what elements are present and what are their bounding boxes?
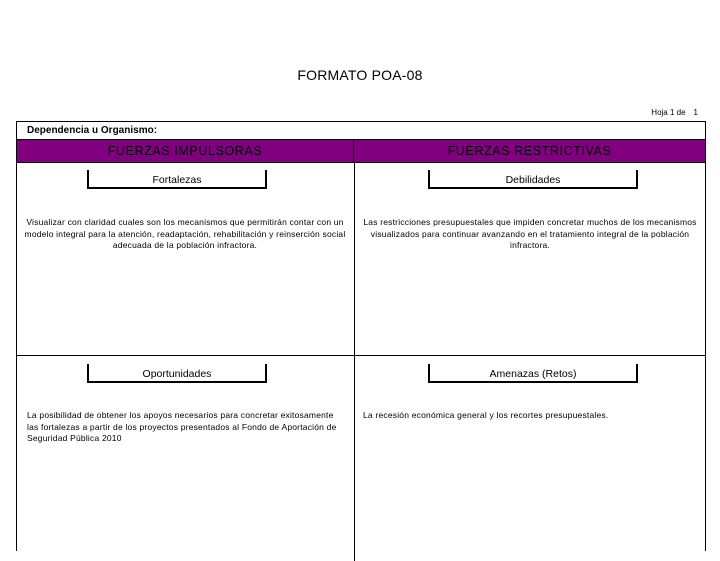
page-indicator [651,108,698,117]
vertical-divider [354,161,355,561]
header-band [17,139,705,163]
horizontal-divider [17,355,705,356]
oportunidades-text: La posibilidad de obtener los apoyos necesarios para concretar exitosamente las fortalezas a partir de los proyectos presentados al Fondo de Aportación de Seguridad Pública 2010 [27,410,337,443]
amenazas-text: La recesión económica general y los recortes presupuestales. [363,410,609,420]
fortalezas-label: Fortalezas [87,170,267,189]
debilidades-label: Debilidades [428,170,638,189]
header-restrictivas: FUERZAS RESTRICTIVAS [447,144,612,158]
dependency-label: Dependencia u Organismo: [27,125,158,136]
fortalezas-text: Visualizar con claridad cuales son los mecanismos que permitirán contar con un modelo integral para la atención, readaptación, rehabilitación y reinserción social adecuada de la población infractora. [24,217,346,250]
oportunidades-label: Oportunidades [87,364,267,383]
foda-sheet [16,121,706,551]
page-label: Hoja 1 de [651,108,686,117]
header-impulsoras: FUERZAS IMPULSORAS [17,140,354,162]
page-number: 1 [693,108,698,117]
document-title: FORMATO POA-08 [297,67,423,83]
amenazas-label: Amenazas (Retos) [428,364,638,383]
debilidades-text: Las restricciones presupuestales que impiden concretar muchos de los mecanismos visualizados para continuar avanzando en el tratamiento integral de la población infractora. [363,217,697,250]
